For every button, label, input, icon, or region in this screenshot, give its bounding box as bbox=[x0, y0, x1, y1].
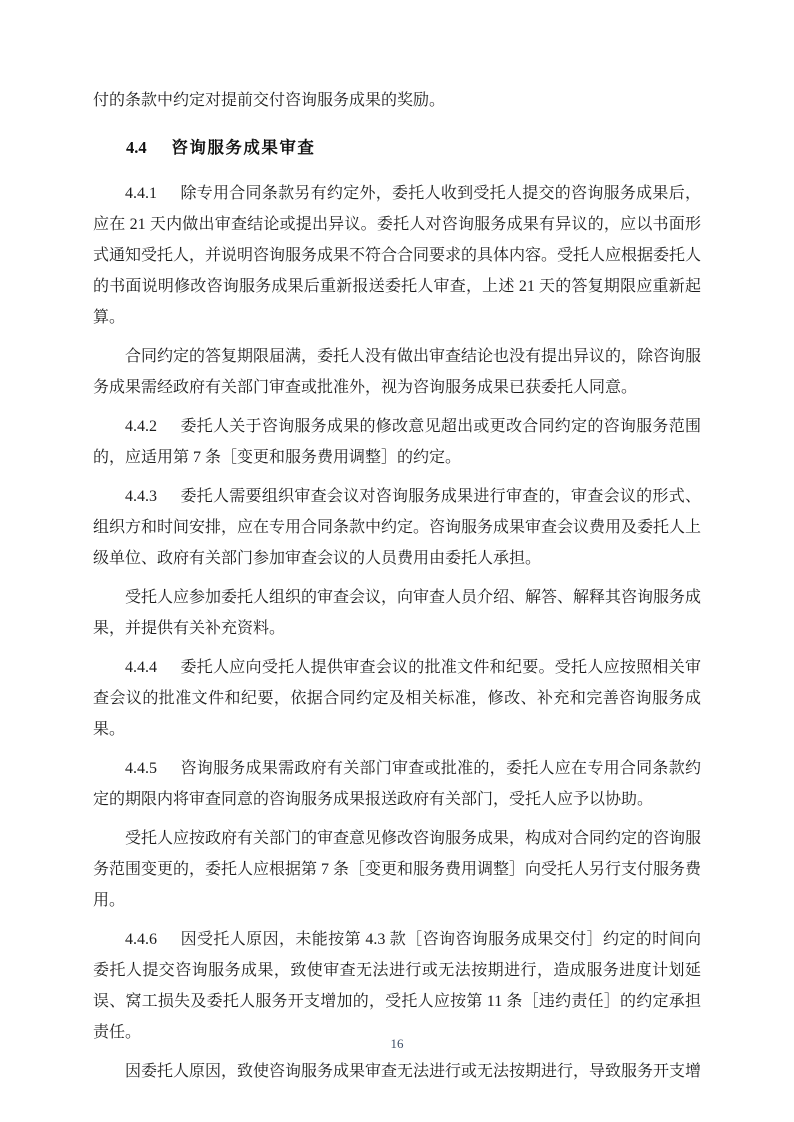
clause-number: 4.4.2 bbox=[125, 418, 157, 435]
clause-number: 4.4.6 bbox=[125, 931, 157, 948]
body-paragraph bbox=[93, 582, 701, 644]
body-paragraph bbox=[93, 823, 701, 916]
intro-paragraph-text: 付的条款中约定对提前交付咨询服务成果的奖励。 bbox=[93, 92, 446, 109]
body-paragraph-text: 因委托人原因，致使咨询服务成果审查无法进行或无法按期进行，导致服务开支增 bbox=[125, 1063, 702, 1080]
clause-paragraph-4-4-4 bbox=[93, 652, 701, 745]
body-paragraph-text: 受托人应按政府有关部门的审查意见修改咨询服务成果，构成对合同约定的咨询服务范围变更的，委托人应根据第 7 条［变更和服务费用调整］向受托人另行支付服务费用。 bbox=[93, 830, 702, 909]
clause-number: 4.4.5 bbox=[125, 760, 157, 777]
body-paragraph-text: 合同约定的答复期限届满，委托人没有做出审查结论也没有提出异议的，除咨询服务成果需经政府有关部门审查或批准外，视为咨询服务成果已获委托人同意。 bbox=[93, 348, 702, 396]
clause-number: 4.4.3 bbox=[125, 488, 157, 505]
clause-paragraph-4-4-3 bbox=[93, 481, 701, 574]
body-paragraph bbox=[93, 1056, 701, 1087]
clause-text: 委托人应向受托人提供审查会议的批准文件和纪要。受托人应按照相关审查会议的批准文件和纪要，依据合同约定及相关标准，修改、补充和完善咨询服务成果。 bbox=[93, 659, 701, 738]
section-heading-number: 4.4 bbox=[126, 138, 147, 157]
clause-paragraph-4-4-6 bbox=[93, 924, 701, 1048]
clause-paragraph-4-4-2 bbox=[93, 411, 701, 473]
clause-number: 4.4.4 bbox=[125, 659, 157, 676]
clause-paragraph-4-4-1 bbox=[93, 178, 701, 333]
section-heading bbox=[93, 132, 701, 164]
page-number: 16 bbox=[390, 1036, 404, 1051]
body-paragraph-text: 受托人应参加委托人组织的审查会议，向审查人员介绍、解答、解释其咨询服务成果，并提供有关补充资料。 bbox=[93, 589, 702, 637]
clause-paragraph-4-4-5 bbox=[93, 753, 701, 815]
clause-text: 委托人关于咨询服务成果的修改意见超出或更改合同约定的咨询服务范围的，应适用第 7 条［变更和服务费用调整］的约定。 bbox=[93, 418, 701, 466]
clause-text: 委托人需要组织审查会议对咨询服务成果进行审查的，审查会议的形式、组织方和时间安排，应在专用合同条款中约定。咨询服务成果审查会议费用及委托人上级单位、政府有关部门参加审查会议的人员费用由委托人承担。 bbox=[93, 488, 702, 567]
clause-text: 除专用合同条款另有约定外，委托人收到受托人提交的咨询服务成果后，应在 21 天内做出审查结论或提出异议。委托人对咨询服务成果有异议的，应以书面形式通知受托人，并说明咨询服务成果不符合合同要求的具体内容。受托人应根据委托人的书面说明修改咨询服务成果后重新报送委托人审查，上述 21 天的答复期限应重新起算。 bbox=[93, 185, 702, 326]
intro-paragraph bbox=[93, 85, 701, 116]
clause-text: 咨询服务成果需政府有关部门审查或批准的，委托人应在专用合同条款约定的期限内将审查同意的咨询服务成果报送政府有关部门，受托人应予以协助。 bbox=[93, 760, 701, 808]
clause-number: 4.4.1 bbox=[125, 185, 157, 202]
body-paragraph bbox=[93, 341, 701, 403]
clause-text: 因受托人原因，未能按第 4.3 款［咨询咨询服务成果交付］约定的时间向委托人提交咨询服务成果，致使审查无法进行或无法按期进行，造成服务进度计划延误、窝工损失及委托人服务开支增加的，受托人应按第 11 条［违约责任］的约定承担责任。 bbox=[93, 931, 701, 1041]
section-heading-title: 咨询服务成果审查 bbox=[171, 139, 316, 157]
